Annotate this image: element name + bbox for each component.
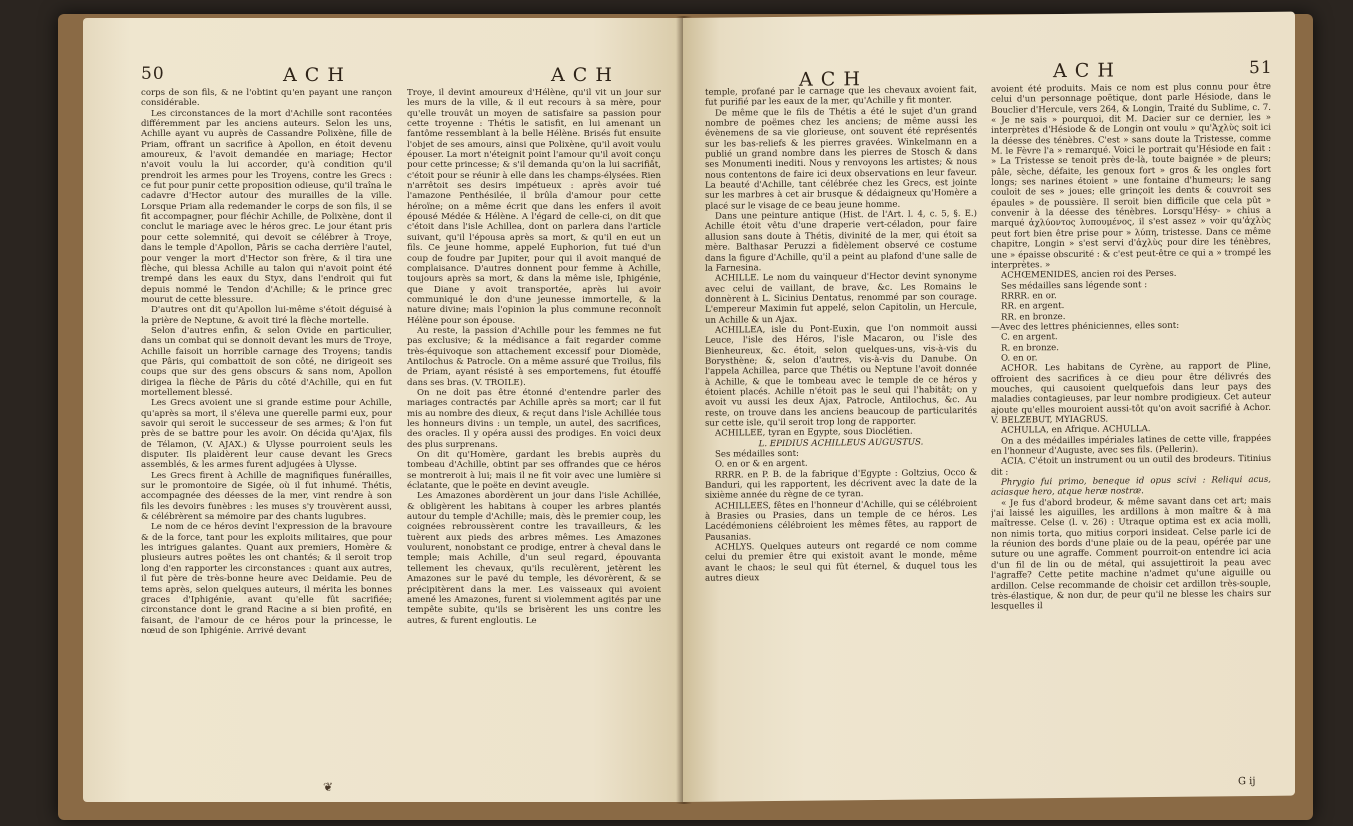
paragraph: ACHILLEES, fêtes en l'honneur d'Achille, qui se célébroient à Brasies ou Prasies, dans un temple de ce héros. Les Lacédémoniens célébroient les mêmes fêtes, au rapport de Pausanias. <box>705 498 977 543</box>
text-column <box>991 81 1271 788</box>
running-head: A C H <box>799 68 861 91</box>
ornament-icon: ❦ <box>323 780 334 794</box>
running-head: A C H <box>1053 59 1115 83</box>
text-column <box>141 88 392 788</box>
paragraph: Selon d'autres enfin, & selon Ovide en particulier, dans un combat qui se donnoit devant les murs de Troye, Achille faisoit un horrible carnage des Troyens; tandis que Pâris, qui combattoit de son côté, ne dirigeoit ses coups que sur des gens obscurs & sans nom, Apollon dirigea la flèche de Pâris du côté d'Achille, qui en fut mortellement blessé. <box>141 325 392 398</box>
text-column <box>407 88 661 788</box>
left-page-body <box>141 88 661 788</box>
paragraph: RRRR. en P. B. de la fabrique d'Egypte : Goltzius, Occo & Banduri, qui les rapportent, les décrivent avec la date de la sixième année du règne de ce tyran. <box>705 467 977 502</box>
paragraph: Les circonstances de la mort d'Achille sont racontées différemment par les anciens auteurs. Selon les uns, Achille ayant vu auprès de Cassandre Polixène, fille de Priam, offrant un sacrifice à Apollon, en étoit devenu amoureux, & l'avoit demandée en mariage; Hector n'avoit voulu la lui accorder, qu'à condition qu'il prendroit les armes pour les Troyens, contre les Grecs : ce fut pour punir cette proposition odieuse, qu'il traîna le cadavre d'Hector autour des murailles de la ville. Lorsque Priam alla redemander le corps de son fils, il se fit accompagner, pour fléchir Achille, de Polixène, dont il conclut le mariage avec le héros grec. Le jour étant pris pour cette solemnité, qui devoit se célébrer à Troye, dans le temple d'Apollon, Pâris se cacha derrière l'autel, pour venger la mort d'Hector son frère, & il tira une flèche, qui blessa Achille au talon qui n'avoit point été trempé dans les eaux du Styx, dans l'endroit qui fut depuis nommé le Tendon d'Achille; & le prince grec mourut de cette blessure. <box>141 108 392 305</box>
running-head: A C H <box>283 64 345 86</box>
medal-heading: L. EPIDIUS ACHILLEUS AUGUSTUS. <box>758 437 924 449</box>
paragraph: avoient été produits. Mais ce nom est plus connu pour être celui d'un personnage poëtique, dont parle Hésiode, dans le Bouclier d'Hercule, vers 264, & Longin, Traité du Sublime, c. 7. « Je ne sais » pourquoi, dit M. Dacier sur ce dernier, les » interprètes d'Hésiode & de Longin ont voulu » qu'Ἀχλὺς soit ici la déesse des ténèbres. C'est » sans doute la Tristesse, comme M. le Fèvre l'a » remarqué. Voici le portrait qu'Hésiode en fait : » La Tristesse se tenoit près de-là, toute baignée » de pleurs; pâle, sèche, défaite, les genoux fort » gros & les ongles fort longs; ses narines étoient » une fontaine d'humeurs; le sang couloit de ses » joues; elle grinçoit les dents & couvroit ses épaules » de poussière. Il seroit bien difficile que cela pût » convenir à la déesse des ténèbres. Lorsqu'Hésy- » chius a marqué ἀχλύοντος λυπουμένος, il s'est assez » voir qu'ἀχλὺς peut fort bien être prise pour » λύπη, tristesse. Dans ce même chapitre, Longin » s'est servi d'ἀχλὺς pour dire les ténèbres, une » épaisse obscurité : & c'est peut-être ce qui a » trompé les interprètes. » <box>991 81 1271 271</box>
paragraph: —Avec des lettres phéniciennes, elles sont: <box>991 320 1180 333</box>
medal-line: C. en argent. <box>1001 332 1058 343</box>
paragraph: corps de son fils, & ne l'obtint qu'en payant une rançon considérable. <box>141 88 392 109</box>
paragraph: ACHŒMENIDES, ancien roi des Perses. <box>1001 269 1177 281</box>
paragraph: ACHOR. Les habitans de Cyrène, au rapport de Pline, offroient des sacrifices à ce dieu pour être délivrés des mouches, qui causoient quelquefois dans leur pays des maladies contagieuses, par leur nombre prodigieux. Cet auteur ajoute qu'elles mouroient aussi-tôt qu'on avoit sacrifié à Achor. V. BELZEBUT, MYIAGRUS. <box>991 361 1271 426</box>
paragraph: « Je fus d'abord brodeur, & même savant dans cet art; mais j'ai laissé les aiguilles, les ardillons à mon maître & à ma maîtresse. Celse (l. v. 26) : Utraque optima est ex acia molli, non nimis torta, quo mitius corpori insideat. Celse parle ici de la réunion des bords d'une plaie ou de la peau, opérée par une suture ou une agraffe. Comment pourroit-on entendre ici acia d'un fil de lin ou de métal, qui assujettiroit la peau avec l'agraffe? Cette petite machine n'admet qu'une aiguille ou ardillon. Celse recommande de choisir cet ardillon très-souple, très-élastique, & non dur, de peur qu'il ne blesse les chairs sur lesquelles il <box>991 495 1271 612</box>
paragraph: Ses médailles sans légende sont : <box>1001 279 1148 292</box>
paragraph: D'autres ont dit qu'Apollon lui-même s'étoit déguisé à la prière de Neptune, & avoit tiré la flèche mortelle. <box>141 305 392 326</box>
running-head: A C H <box>551 64 613 86</box>
medal-line: RR. en bronze. <box>1001 311 1066 323</box>
medal-line: RRRR. en or. <box>1001 290 1057 302</box>
paragraph: On ne doit pas être étonné d'entendre parler des mariages contractés par Achille après sa mort; car il fut mis au nombre des dieux, & reçut dans l'isle Achillée tous les honneurs divins : un temple, un autel, des sacrifices, des oracles. Il y opéra aussi des prodiges. En voici deux des plus surprenans. <box>407 387 661 450</box>
paragraph: On a des médailles impériales latines de cette ville, frappées en l'honneur d'Auguste, avec ses fils. (Pellerin). <box>991 433 1271 457</box>
left-page-header <box>83 64 683 88</box>
paragraph: Le nom de ce héros devint l'expression de la bravoure & de la force, tant pour les exploits militaires, que pour les intrigues galantes. Quant aux premiers, Homère & plusieurs autres poëtes les ont chantés; & il seroit trop long d'en rapporter les circonstances : quant aux autres, il fut père de très-bonne heure avec Deidamie. Peu de tems après, selon quelques auteurs, il mérita les bonnes graces d'Iphigénie, avant qu'elle fût sacrifiée; circonstance dont le grand Racine a si bien profité, en faisant, de l'amour de ce héros pour la princesse, le nœud de son Iphigénie. Arrivé devant <box>141 522 392 636</box>
medal-line: RR. en argent. <box>1001 301 1065 312</box>
paragraph: Ses médailles sont: <box>715 448 799 460</box>
paragraph: Troye, il devint amoureux d'Hélène, qu'il vit un jour sur les murs de la ville, & il eut recours à sa mère, pour qu'elle trouvât un moyen de satisfaire sa passion pour cette troyenne : Thétis le satisfit, en lui amenant un fantôme ressemblant à la belle Hélène. Brisés fut ensuite l'objet de ses amours, ainsi que Polixène, qu'il avoit voulu épouser. La mort n'éteignit point l'amour qu'il avoit conçu pour cette princesse; & s'il demanda qu'on la lui sacrifiât, c'étoit pour se réunir à elle dans les champs-élysées. Rien n'arrêtoit ses desirs impétueux : après avoir tué l'amazone Penthésilée, il brûla d'amour pour cette héroïne; on a même écrit que dans les enfers il avoit épousé Médée & Hélène. A l'égard de celle-ci, on dit que c'étoit dans l'isle Achillea, dont on parlera dans l'article suivant, qu'il l'épousa après sa mort, & qu'il en eut un fils. Ce jeune homme, appelé Euphorion, fut tué d'un coup de foudre par Jupiter, pour qui il avoit manqué de complaisance. D'autres donnent pour femme à Achille, toujours après sa mort, & dans la même isle, Iphigénie, que Diane y avoit transportée, après lui avoir communiqué le don d'une jeunesse immortelle, & la nature divine; mais l'opinion la plus commune reconnoît Hélène pour son épouse. <box>407 88 661 326</box>
paragraph: On dit qu'Homère, gardant les brebis auprès du tombeau d'Achille, obtint par ses offrandes que ce héros se montreroit à lui; mais il ne fit voir avec une lumière si éclatante, que le poëte en devint aveugle. <box>407 450 661 492</box>
page-number: 50 <box>141 64 165 84</box>
paragraph: Les Amazones abordèrent un jour dans l'isle Achillée, & obligèrent les habitans à couper les arbres plantés autour du temple d'Achille; mais, dès le premier coup, les coignées rebroussèrent contre les travailleurs, & les tuèrent aux pieds des arbres mêmes. Les Amazones voulurent, nonobstant ce prodige, entrer à cheval dans le temple; mais Achille, d'un seul regard, épouvanta tellement les chevaux, qu'ils reculèrent, jetèrent les Amazones sur le pavé du temple, les dévorèrent, & se précipitèrent dans la mer. Les vaisseaux qui avoient amené les Amazones, furent si violemment agités par une tempête subite, qu'ils se brisèrent les uns contre les autres, & furent engloutis. Le <box>407 491 661 626</box>
right-page-body <box>705 82 1271 788</box>
paragraph: Dans une peinture antique (Hist. de l'Art. l. 4, c. 5, §. E.) Achille étoit vêtu d'une draperie vert-céladon, pour faire allusion sans doute à Thétis, divinité de la mer, qui étoit sa mère. Balthasar Peruzzi a fidèlement observé ce costume dans la figure d'Achille, qu'il a peint au plafond d'une salle de la Farnesina. <box>705 209 977 274</box>
paragraph: Les Grecs avoient une si grande estime pour Achille, qu'après sa mort, il s'éleva une querelle parmi eux, pour savoir qui seroit le successeur de ses armes; & l'on fut près de se battre pour les avoir. On décida qu'Ajax, fils de Télamon, (V. AJAX.) & Ulysse pourroient seuls les disputer. Ils plaidèrent leur cause devant les Grecs assemblés, & les armes furent adjugées à Ulysse. <box>141 398 392 471</box>
paragraph: ACHULLA, en Afrique. ACHULLA. <box>1001 424 1151 437</box>
paragraph: temple, profané par le carnage que les chevaux avoient fait, fut purifié par les eaux de la mer, qu'Achille y fit monter. <box>705 84 977 109</box>
latin-quote: Phrygio fui primo, beneque id opus scivi : Reliqui acus, aciasque hero, atque heræ nostræ. <box>991 474 1271 499</box>
signature-mark: G ij <box>1238 776 1256 788</box>
paragraph: ACHILLEE, tyran en Egypte, sous Dioclétien. <box>715 426 913 440</box>
text-column <box>705 85 977 788</box>
paragraph: ACHILLEA, isle du Pont-Euxin, que l'on nommoit aussi Leuce, l'isle des Héros, l'isle Macaron, ou l'isle des Bienheureux, &c. étoit, selon quelques-uns, vis-à-vis du Borysthène; &, selon d'autres, vis-à-vis du Danube. On l'appela Achillea, parce que Thétis ou Neptune l'avoit donnée à Achille, & que le tombeau avec le temple de ce héros y étoient placés. Achille n'étoit pas le seul qui l'habitât; on y avoit vu aussi les deux Ajax, Patrocle, Antilochus, &c. Au reste, on trouve dans les anciens beaucoup de particularités sur cette isle, qu'il seroit trop long de rapporter. <box>705 322 977 429</box>
medal-line: R. en bronze. <box>1001 342 1059 354</box>
paragraph: De même que le fils de Thétis a été le sujet d'un grand nombre de poëmes chez les anciens; de même aussi les évènemens de sa vie glorieuse, ont souvent été représentés sur les bas-reliefs & les pierres gravées. Winkelmann en a publié un grand nombre dans les pierres de Stosch & dans ses Monumenti inediti. Nous y renvoyons les artistes; & nous nous contentons de faire ici deux observations en leur faveur. La beauté d'Achille, tant célébrée chez les Grecs, est jointe sur les marbres à cet air brusque & dédaigneux qu'Homère a placé sur le visage de ce beau jeune homme. <box>705 105 977 212</box>
right-page <box>683 12 1295 802</box>
page-number: 51 <box>1249 57 1273 79</box>
left-page <box>83 18 683 802</box>
paragraph: ACIA. C'étoit un instrument ou un outil des brodeurs. Titinius dit : <box>991 454 1271 478</box>
paragraph: Les Grecs firent à Achille de magnifiques funérailles, sur le promontoire de Sigée, où il fut inhumé. Thétis, accompagnée des déesses de la mer, vint rendre à son fils les devoirs funèbres : les muses s'y trouvèrent aussi, & célébrèrent sa mémoire par des chants lugubres. <box>141 470 392 523</box>
paragraph: O. en or & en argent. <box>715 459 808 471</box>
paragraph: Au reste, la passion d'Achille pour les femmes ne fut pas exclusive; & la médisance a fait regarder comme très-équivoque son attachement excessif pour Diomède, Antilochus & Patrocle. On a même assuré que Troilus, fils de Priam, ayant résisté à ses emportemens, fut étouffé dans ses bras. (V. TROILE). <box>407 325 661 388</box>
paragraph: ACHILLE. Le nom du vainqueur d'Hector devint synonyme avec celui de vaillant, de brave, &c. Les Romains le donnèrent à L. Sicinius Dentatus, renommé par son courage. L'empereur Maximin fut appelé, selon Capitolin, un Hercule, un Achille & un Ajax. <box>705 271 977 326</box>
paragraph: ACHLYS. Quelques auteurs ont regardé ce nom comme celui du premier être qui existoit avant le monde, même avant le chaos; le seul qui fût éternel, & duquel tous les autres dieux <box>705 540 977 584</box>
medal-line: O. en or. <box>1001 353 1038 364</box>
